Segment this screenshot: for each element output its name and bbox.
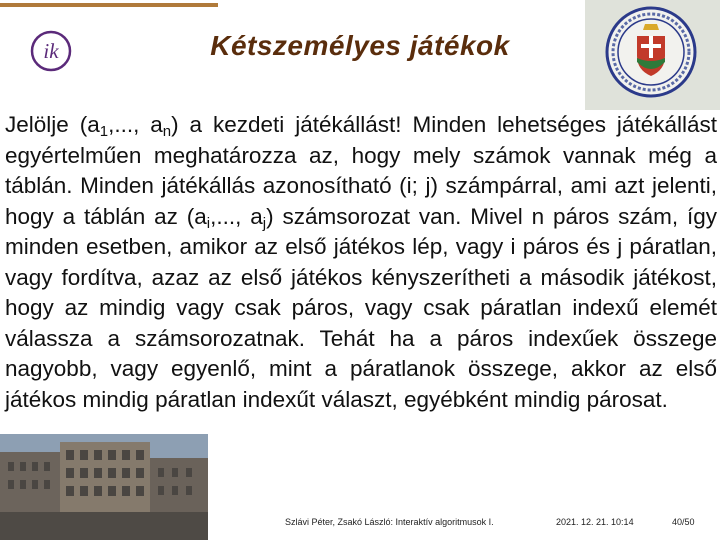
building-photo [0,434,208,540]
subscript: i [206,214,211,232]
body-text-run: Jelölje (a [5,112,100,137]
slide-body-text [5,110,717,415]
top-accent-line [0,3,218,7]
ik-logo-text: ik [43,39,59,63]
university-seal [585,0,720,110]
body-text-run: ) a kezdeti játékállást! Minden lehetséges játékállást egyértelműen meghatározza az, hogy mely számok vannak még a táblán. Minden játékállás azonosítható (i; j) számpárral, ami azt jelenti, hogy a táblán az (a [5,112,717,229]
subscript: j [262,214,267,232]
body-text-run: ) számsorozat van. Mivel n páros szám, így minden esetben, amikor az első játékos lép, vagy i páros és j páratlan, vagy fordítva, azaz az első játékos kényszerítheti a második játékost, hogy az mindig vagy csak páros, vagy csak páratlan indexű elemét válassza a számsorozatnak. Tehát ha a páros indexűek összege nagyobb, vagy egyenlő, mint a páratlanok összege, akkor az első játékos mindig páratlan indexűt választ, egyébként mindig párosat. [5,203,717,412]
subscript: n [162,123,172,140]
footer-page-number: 40/50 [672,517,695,527]
footer-date: 2021. 12. 21. 10:14 [556,517,634,527]
body-text-run: ,..., a [108,112,163,137]
slide-title: Kétszemélyes játékok [210,30,510,61]
subscript: 1 [99,123,109,140]
body-text-run: ,..., a [210,203,263,229]
footer-author: Szlávi Péter, Zsakó László: Interaktív algoritmusok I. [285,517,494,527]
